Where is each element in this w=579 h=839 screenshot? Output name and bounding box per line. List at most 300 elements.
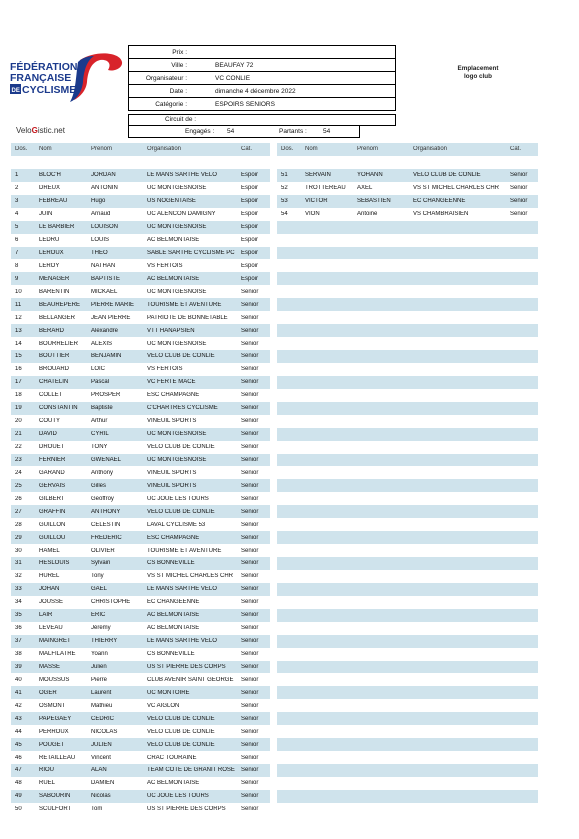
table-row [277,803,538,816]
cell-nom: BERARD [39,327,65,334]
table-row [11,428,270,441]
cell-prenom: Tony [91,573,104,580]
cell-prenom: YOHANN [357,172,383,179]
cell-cat: Senior [241,663,259,670]
cell-dos: 46 [15,754,22,761]
table-row [277,544,538,557]
cell-prenom: JORDAN [91,172,116,179]
prix-label: Prix : [172,48,187,56]
cell-prenom: PROSPER [91,392,121,399]
cell-cat: Senior [241,495,259,502]
cell-organisation: EC CHANGEENNE [147,599,200,606]
categorie-label: Catégorie : [155,100,187,108]
cell-organisation: VINEUIL SPORTS [147,418,197,425]
emplacement-line-2: logo club [464,72,492,80]
cell-nom: BELLANGER [39,314,76,321]
cell-organisation: UC MONTGESNOISE [147,185,207,192]
cell-prenom: BAPTISTE [91,275,121,282]
table-row [11,195,270,208]
cell-dos: 50 [15,806,22,813]
engages-value: 54 [227,127,235,135]
table-row [277,389,538,402]
cell-nom: DROUET [39,444,65,451]
cell-cat: Senior [241,353,259,360]
partants-label: Partants : [279,127,307,135]
cell-organisation: PATRIOTE DE BONNETABLE [147,314,228,321]
table-row [277,363,538,376]
cell-cat: Senior [241,314,259,321]
cell-nom: LEROUX [39,249,64,256]
cell-dos: 11 [15,301,22,308]
cell-cat: Senior [241,405,259,412]
cell-nom: MALFILATRE [39,651,76,658]
cell-nom: SERVAIN [305,172,331,179]
table-row [277,699,538,712]
cell-cat: Senior [241,456,259,463]
cell-cat: Senior [241,793,259,800]
cell-cat: Senior [510,211,528,218]
cell-prenom: Laurent [91,689,112,696]
table-row [277,324,538,337]
header-prenom: Prenom [357,146,379,153]
cell-organisation: UC JOUE LES TOURS [147,495,209,502]
cell-prenom: Pierre [91,676,108,683]
cell-dos: 21 [15,431,22,438]
table-row [11,466,270,479]
cell-prenom: MICKAEL [91,288,118,295]
cell-cat: Senior [241,431,259,438]
cell-cat: Senior [241,586,259,593]
cell-cat: Senior [241,702,259,709]
table-header [277,143,538,156]
cell-nom: CONSTANTIN [39,405,78,412]
cell-prenom: NICOLAS [91,728,118,735]
cell-prenom: THIERRY [91,638,118,645]
logo-line-3: CYCLISME [22,84,77,96]
cell-nom: JUIN [39,211,53,218]
header-cat: Cat. [241,146,253,153]
cell-nom: LE BARBIER [39,224,75,231]
cell-cat: Espoir [241,275,259,282]
table-row [11,259,270,272]
cell-organisation: UC JOUE LES TOURS [147,793,209,800]
cell-nom: MOUSSUS [39,676,70,683]
table-row [11,324,270,337]
cell-nom: HAMEL [39,547,60,554]
table-row [11,156,270,169]
cell-cat: Espoir [241,249,259,256]
cell-nom: TROTTEREAU [305,185,346,192]
table-row [11,609,270,622]
ffc-logo-graphic [8,48,126,108]
table-row [11,648,270,661]
cell-organisation: TEAM COTE DE GRANIT ROSE [147,767,235,774]
table-row [11,777,270,790]
cell-cat: Senior [241,728,259,735]
cell-dos: 1 [15,172,19,179]
cell-organisation: VTT HANAPSIEN [147,327,195,334]
cell-dos: 30 [15,547,22,554]
table-row [277,441,538,454]
cell-dos: 53 [281,198,288,205]
table-row [11,764,270,777]
cell-nom: MASSÉ [39,663,61,670]
cell-prenom: Geoffroy [91,495,114,502]
cell-cat: Senior [241,715,259,722]
cell-prenom: Anthony [91,469,114,476]
riders-table-right [277,143,538,816]
cell-cat: Senior [241,366,259,373]
cell-cat: Espoir [241,262,259,269]
cell-cat: Espoir [241,185,259,192]
cell-cat: Senior [241,754,259,761]
cell-dos: 32 [15,573,22,580]
cell-prenom: Yoann [91,651,108,658]
cell-nom: VION [305,211,320,218]
table-row [11,673,270,686]
cell-prenom: Baptiste [91,405,113,412]
cell-nom: FERNIER [39,456,66,463]
cell-nom: GUILLON [39,521,66,528]
table-row [11,738,270,751]
cell-prenom: Hugo [91,198,106,205]
cell-nom: GRAFFIN [39,508,66,515]
table-row [277,790,538,803]
cell-nom: DREUX [39,185,61,192]
info-row-ville [129,59,395,72]
cell-dos: 7 [15,249,19,256]
cell-dos: 38 [15,651,22,658]
cell-prenom: JULIEN [91,741,112,748]
cell-cat: Senior [241,547,259,554]
cell-organisation: LE MANS SARTHE VELO [147,638,217,645]
cell-organisation: VELO CLUB DE CONLIE [147,741,215,748]
table-row [11,415,270,428]
cell-cat: Senior [241,560,259,567]
cell-organisation: VC AIGLON [147,702,180,709]
table-row [277,247,538,260]
logo-line-1: FÉDÉRATION [10,61,78,73]
cell-dos: 24 [15,469,22,476]
cell-nom: GUILLOU [39,534,66,541]
cell-cat: Espoir [241,237,259,244]
table-row [277,428,538,441]
cell-nom: OGER [39,689,57,696]
cell-cat: Senior [241,379,259,386]
cell-dos: 16 [15,366,22,373]
table-row [11,518,270,531]
cell-prenom: JEAN PIERRE [91,314,131,321]
header-dos: Dos. [15,146,28,153]
table-row [11,699,270,712]
table-row [11,557,270,570]
table-row [11,454,270,467]
cell-organisation: AC BELMONTAISE [147,780,200,787]
cell-dos: 10 [15,288,22,295]
cell-dos: 13 [15,327,22,334]
table-row [277,622,538,635]
cell-prenom: Gilles [91,482,107,489]
table-row [277,156,538,169]
table-row [277,518,538,531]
cell-prenom: SEBASTIEN [357,198,391,205]
table-row [277,195,538,208]
table-row [11,298,270,311]
table-row [11,402,270,415]
cell-cat: Senior [241,418,259,425]
cell-cat: Senior [241,806,259,813]
table-row [11,234,270,247]
cell-organisation: AC BELMONTAISE [147,612,200,619]
table-row [11,479,270,492]
table-row [11,389,270,402]
cell-prenom: CEDRIC [91,715,115,722]
cell-dos: 52 [281,185,288,192]
table-row [11,208,270,221]
cell-dos: 12 [15,314,22,321]
cell-nom: BLOC'H [39,172,61,179]
cell-cat: Senior [241,573,259,580]
cell-organisation: UC MONTGESNOISE [147,456,207,463]
cell-prenom: ERIC [91,612,106,619]
cell-prenom: CELESTIN [91,521,121,528]
cell-nom: GERVAIS [39,482,66,489]
cell-organisation: LE MANS SARTHE VELO [147,586,217,593]
cell-dos: 54 [281,211,288,218]
cell-organisation: CS BONNEVILLE [147,560,195,567]
cell-cat: Senior [241,676,259,683]
cell-prenom: CHRISTOPHE [91,599,131,606]
cell-prenom: Vincent [91,754,111,761]
cell-cat: Senior [241,444,259,451]
cell-dos: 35 [15,612,22,619]
cell-organisation: UC MONTGESNOISE [147,431,207,438]
cell-organisation: LE MANS SARTHE VELO [147,172,217,179]
cell-organisation: VS ST MICHEL CHARLES CHR [413,185,500,192]
cell-cat: Senior [241,651,259,658]
cell-cat: Senior [241,288,259,295]
table-row [277,415,538,428]
cell-dos: 15 [15,353,22,360]
cell-cat: Senior [241,392,259,399]
table-row [277,725,538,738]
cell-organisation: CS BONNEVILLE [147,651,195,658]
cell-organisation: US ST PIERRE DES CORPS [147,663,226,670]
cell-dos: 49 [15,793,22,800]
table-row [277,454,538,467]
cell-organisation: C'CHARTRES CYCLISME [147,405,218,412]
cell-prenom: ANTONIN [91,185,118,192]
ville-value: BEAUFAY 72 [215,61,254,69]
cell-prenom: Arthur [91,418,108,425]
cell-nom: MAINGRET [39,638,71,645]
cell-nom: SABOURIN [39,793,71,800]
ffc-logo [8,48,126,108]
cell-organisation: AC BELMONTAISE [147,237,200,244]
cell-prenom: Alexandre [91,327,119,334]
cell-nom: SCULFORT [39,806,72,813]
table-row [11,350,270,363]
cell-organisation: UC ALENCON DAMIGNY [147,211,216,218]
cell-organisation: ESC CHAMPAGNE [147,392,200,399]
table-row [11,790,270,803]
cell-cat: Senior [241,534,259,541]
header-dos: Dos. [281,146,294,153]
cell-nom: PERROUX [39,728,69,735]
table-row [11,661,270,674]
table-row [277,259,538,272]
table-row [277,751,538,764]
table-row [11,169,270,182]
table-row [277,596,538,609]
cell-prenom: Arnaud [91,211,111,218]
table-row [277,466,538,479]
cell-prenom: Nicolas [91,793,111,800]
table-row [11,272,270,285]
cell-organisation: VINEUIL SPORTS [147,469,197,476]
cell-cat: Espoir [241,211,259,218]
table-row [277,557,538,570]
cell-dos: 19 [15,405,22,412]
table-row [11,622,270,635]
cell-organisation: CRAC TOURAINE [147,754,197,761]
cell-dos: 48 [15,780,22,787]
cell-dos: 22 [15,444,22,451]
table-row [277,505,538,518]
cell-cat: Senior [241,638,259,645]
cell-prenom: DAMIEN [91,780,115,787]
table-row [11,751,270,764]
cell-cat: Espoir [241,198,259,205]
cell-prenom: ALEXIS [91,340,113,347]
cell-cat: Senior [241,780,259,787]
cell-organisation: VS ST MICHEL CHARLES CHR [147,573,234,580]
cell-organisation: SABLE SARTHE CYCLISME PC [147,249,235,256]
cell-nom: BARENTIN [39,288,70,295]
cell-nom: DAVID [39,431,57,438]
emplacement-line-1: Emplacement [457,65,499,72]
cell-nom: JOHAN [39,586,60,593]
cell-nom: COLLET [39,392,63,399]
cell-dos: 40 [15,676,22,683]
cell-prenom: BENJAMIN [91,353,122,360]
table-row [11,803,270,816]
table-row [277,583,538,596]
cell-dos: 27 [15,508,22,515]
cell-cat: Senior [241,689,259,696]
cell-organisation: AC BELMONTAISE [147,625,200,632]
cell-dos: 4 [15,211,19,218]
header-organisation: Organisation [147,146,182,153]
table-row [11,505,270,518]
cell-dos: 29 [15,534,22,541]
partants-value: 54 [323,127,331,135]
cell-nom: HUREL [39,573,60,580]
site-name [16,126,65,135]
cell-prenom: THEO [91,249,108,256]
table-row [11,285,270,298]
table-row [11,311,270,324]
header-cat: Cat. [510,146,522,153]
cell-nom: POUGET [39,741,65,748]
cell-nom: LAIR [39,612,53,619]
cell-organisation: TOURISME ET AVENTURE [147,547,222,554]
club-logo-placeholder [440,65,516,80]
table-row [11,531,270,544]
cell-organisation: VELO CLUB DE CONLIE [147,353,215,360]
cell-cat: Senior [241,340,259,347]
table-row [11,441,270,454]
date-label: Date : [169,87,187,95]
table-row [277,712,538,725]
cell-organisation: VELO CLUB DE CONLIE [147,508,215,515]
cell-dos: 17 [15,379,22,386]
cell-organisation: US ST PIERRE DES CORPS [147,806,226,813]
table-row [277,492,538,505]
cell-cat: Senior [241,612,259,619]
cell-prenom: ANTHONY [91,508,121,515]
info-row-organisateur [129,72,395,85]
cell-dos: 23 [15,456,22,463]
table-row [277,402,538,415]
cell-dos: 3 [15,198,19,205]
table-row [11,337,270,350]
cell-nom: RUEL [39,780,56,787]
cell-organisation: VINEUIL SPORTS [147,482,197,489]
cell-dos: 36 [15,625,22,632]
table-row [277,686,538,699]
cell-nom: RETAILLEAU [39,754,76,761]
cell-organisation: VELO CLUB DE CONLIE [413,172,481,179]
cell-dos: 28 [15,521,22,528]
cell-prenom: CYRIL [91,431,109,438]
cell-dos: 8 [15,262,19,269]
ville-label: Ville : [171,61,187,69]
organisateur-label: Organisateur : [145,74,187,82]
table-row [11,712,270,725]
cell-dos: 39 [15,663,22,670]
cell-prenom: ALAN [91,767,107,774]
cell-organisation: UC MONTGESNOISE [147,340,207,347]
cell-prenom: GAEL [91,586,108,593]
cell-organisation: VELO CLUB DE CONLIE [147,715,215,722]
cell-cat: Senior [241,482,259,489]
table-row [277,285,538,298]
table-row [11,363,270,376]
table-row [11,596,270,609]
cell-nom: BEAUREPERE [39,301,81,308]
table-row [11,492,270,505]
engages-box [128,125,360,138]
table-row [277,531,538,544]
cell-dos: 18 [15,392,22,399]
cell-prenom: Sylvain [91,560,111,567]
cell-cat: Senior [241,301,259,308]
cell-prenom: LOUISON [91,224,119,231]
cell-cat: Senior [241,521,259,528]
cell-prenom: LOUIS [91,237,110,244]
cell-cat: Senior [241,508,259,515]
table-row [277,234,538,247]
table-row [11,686,270,699]
cell-organisation: UC MONTOIRE [147,689,190,696]
cell-organisation: VELO CLUB DE CONLIE [147,444,215,451]
cell-cat: Senior [241,741,259,748]
cell-prenom: AXEL [357,185,373,192]
logo-line-2: FRANÇAISE [10,72,72,84]
cell-nom: LEDRU [39,237,60,244]
table-row [11,376,270,389]
